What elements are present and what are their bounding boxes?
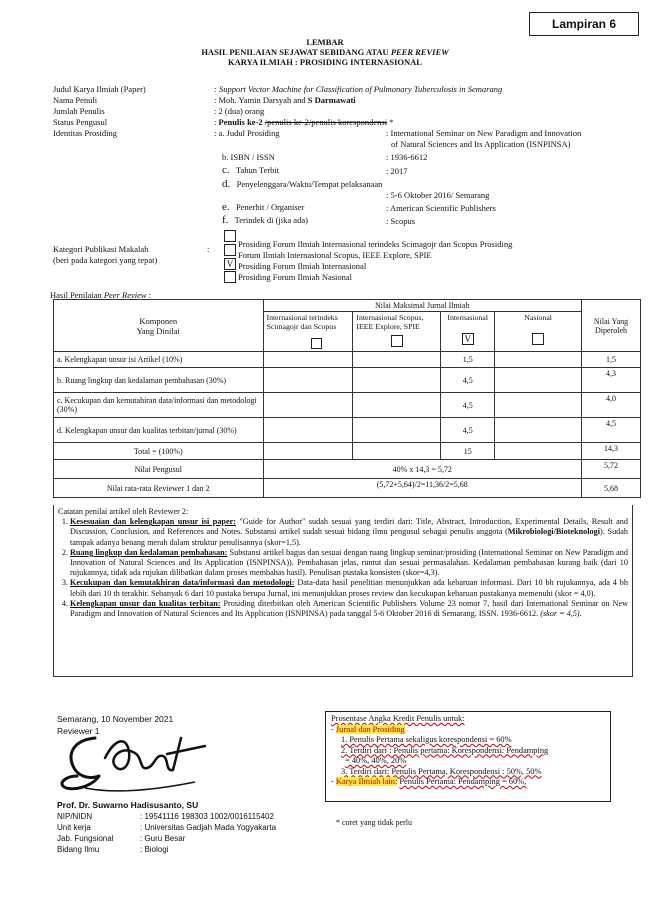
- reviewer-name: Prof. Dr. Suwarno Hadisusanto, SU: [57, 800, 199, 810]
- terindek-label: f. Terindek di (jika ada): [222, 214, 308, 226]
- pengusul-row: [54, 460, 641, 479]
- col-scimagojr: Internasional terindeks Scimagojr dan Scopus: [263, 312, 353, 352]
- nip-value: : 19541116 198303 1002/0016115402: [140, 812, 274, 821]
- hasil-label: Hasil Penilaian Peer Review :: [50, 290, 152, 300]
- isbn-value: : 1936-6612: [386, 152, 428, 162]
- col-scopus-checkbox[interactable]: [391, 335, 403, 347]
- row-got: 4,3: [582, 368, 641, 393]
- nilai-diperoleh-header: Nilai Yang Diperoleh: [582, 300, 641, 352]
- kategori-checkbox-2[interactable]: [224, 244, 236, 256]
- row-label: d. Kelengkapan unsur dan kualitas terbitan/jurnal (30%): [54, 418, 264, 443]
- penerbit-value: : American Scientific Publishers: [386, 203, 496, 213]
- total-row: [54, 443, 641, 460]
- sign-role: Reviewer 1: [57, 726, 100, 736]
- nama-label: Nama Penuli: [53, 95, 98, 105]
- judul-prosiding-value1: : International Seminar on New Paradigm and Innovation: [386, 128, 582, 138]
- credit-item1: - Jurnal dan Prosiding: [331, 724, 405, 734]
- kategori-checkbox-1[interactable]: [224, 230, 236, 242]
- penyelenggara-label: d. Penyelenggara/Waktu/Tempat pelaksanaan: [222, 178, 383, 190]
- isbn-label: b. ISBN / ISSN: [222, 152, 275, 162]
- judul-value: : Support Vector Machine for Classification of Pulmonary Tuberculosis in Semarang: [214, 84, 503, 94]
- rata-row: [54, 479, 641, 498]
- status-value: : Penulis ke-2 /penulis ke-2/penulis korespondensi *: [214, 117, 394, 127]
- kategori-label: Kategori Publikasi Makalah: [53, 244, 149, 254]
- judul-prosiding-label: : a. Judul Prosiding: [214, 128, 280, 138]
- identitas-label: Identitas Prosiding: [53, 128, 117, 138]
- row-got: 1,5: [582, 352, 641, 368]
- col-nasional: Nasional: [495, 312, 582, 352]
- col-scimagojr-checkbox[interactable]: [311, 338, 322, 349]
- rata-formula: (5,72+5,64)/2=11,36/2=5,68: [263, 479, 582, 498]
- rata-label: Nilai rata-rata Reviewer 1 dan 2: [54, 479, 264, 498]
- sign-place-date: Semarang, 10 November 2021: [57, 714, 174, 724]
- total-label: Total = (100%): [54, 443, 264, 460]
- bidang-label: Bidang Ilmu: [57, 845, 100, 854]
- row-label: c. Kecukupan dan kemutahiran data/informasi dan metodologi (30%): [54, 393, 264, 418]
- nama-value: : Moh. Yamin Darsyah and S Darmawati: [214, 95, 356, 105]
- row-got: 4,5: [582, 418, 641, 443]
- doc-title-line2: HASIL PENILAIAN SEJAWAT SEBIDANG ATAU PEER REVIEW: [201, 47, 449, 57]
- notes-intro: Catatan penilai artikel oleh Reviewer 2:: [58, 507, 189, 516]
- judul-label: Judul Karya Ilmiah (Paper): [53, 84, 146, 94]
- doc-title-line1: LEMBAR: [306, 37, 344, 47]
- note-1: 1. Kesesuaian dan kelengkapan unsur isi paper: "Guide for Author" sudah sesuai yang terdiri dari: Title, Abstract, Introduction, Experimental Details, Result and Discussion, Conclusion, and References and Notes. Substansi artikel sudah sesuai bidang ilmu pengusul sebagai penulis anggota (Mikrobiologi/Bioteknologi). Sudah tampak adanya benang merah dalam struktur penulisannya (skor=1,5).: [70, 517, 628, 548]
- judul-prosiding-value2: of Natural Sciences and Its Application (ISNPINSA): [391, 139, 571, 149]
- row-label: a. Kelengkapan unsur isi Artikel (10%): [54, 352, 264, 368]
- komponen-header: Komponen Yang Dinilai: [54, 300, 264, 352]
- jumlah-label: Jumlah Penulis: [53, 106, 105, 116]
- terindek-value: : Scopus: [386, 216, 416, 226]
- jumlah-value: : 2 (dua) orang: [214, 106, 265, 116]
- rata-got: 5,68: [582, 479, 641, 498]
- credit-line3: 3. Terdiri dari: Penulis Pertama, Korespondensi : 50%, 50%: [341, 766, 542, 776]
- kategori-opt2: Prosiding Forum Ilmiah Internasional: [238, 261, 367, 271]
- row-max: 4,5: [441, 393, 495, 418]
- tahun-label: c. Tahun Terbit: [222, 164, 280, 176]
- credit-line1: 1. Penulis Pertama sekaligus korespondensi = 60%: [341, 735, 512, 744]
- table-row: [54, 393, 641, 418]
- unit-label: Unit kerja: [57, 823, 91, 832]
- row-max: 4,5: [441, 418, 495, 443]
- kategori-colon: :: [207, 244, 210, 254]
- row-max: 4,5: [441, 368, 495, 393]
- bidang-value: : Biologi: [140, 845, 169, 854]
- jab-value: : Guru Besar: [140, 834, 186, 843]
- col-scopus: Internasional Scopus, IEEE Explore, SPIE: [353, 312, 441, 352]
- footnote: * coret yang tidak perlu: [336, 818, 412, 827]
- total-max: 15: [441, 443, 495, 460]
- unit-value: : Universitas Gadjah Mada Yogyakarta: [140, 823, 277, 832]
- table-row: [54, 352, 641, 368]
- row-max: 1,5: [441, 352, 495, 368]
- credit-title: Prosentase Angka Kredit Penulis untuk:: [331, 714, 465, 723]
- kategori-opt3: Prosiding Forum Ilmiah Nasional: [238, 272, 353, 282]
- note-3: 3. Kecukupan dan kemutakhiran data/informasi dan metodologi: Data-data hasil penelitian menunjukkan ada kebaruan informasi. Dari 10 bh rujukannya, ada 4 bh lebih dari 10 th terakhir. Sebanyak 6 dari 10 pustaka berupa Jurnal, ini menunjukkan proses review dan kecukupan kebaruan pustakanya memenuhi (skor = 4,0).: [70, 578, 628, 598]
- kategori-opt1b: Forum Ilmiah Internasional Scopus, IEEE Explore, SPIE: [238, 250, 432, 260]
- total-got: 14,3: [582, 443, 641, 460]
- kategori-checkbox-4[interactable]: [224, 271, 236, 283]
- col-internasional-checkbox[interactable]: V: [462, 333, 474, 345]
- nip-label: NIP/NIDN: [57, 812, 93, 821]
- nilai-maks-header: Nilai Maksimal Jurnal Ilmiah: [263, 300, 582, 312]
- score-table: [53, 299, 641, 498]
- status-label: Status Pengusul: [53, 117, 108, 127]
- tahun-value: : 2017: [386, 166, 408, 176]
- pengusul-label: Nilai Pengusul: [54, 460, 264, 479]
- credit-line4: - Karya Ilmiah lain: Penulis Pertama: Pendamping = 60%,: [331, 777, 527, 786]
- col-nasional-checkbox[interactable]: [532, 333, 544, 345]
- lampiran-label: Lampiran 6: [529, 12, 639, 36]
- credit-line2b: = 40%, 40%, 20%: [345, 756, 407, 765]
- kategori-opt1a: Prosiding Forum Ilmiah Internasional terindeks Scimagojr dan Scopus Prosiding: [238, 239, 513, 249]
- row-got: 4,0: [582, 393, 641, 418]
- handwritten-signature: [55, 718, 215, 798]
- pengusul-got: 5,72: [582, 460, 641, 479]
- note-4: 4. Kelengkapan unsur dan kualitas terbitan: Prosiding diterbitkan oleh American Scientific Publishers Volume 23 nomor 7, hasil dari International Seminar on New Paradigm and Innovation of Natural Sciences and Its Application (ISNPINSA) pada tanggal 5-6 Oktober 2016 di Semarang. ISSN. 1936-6612. (skor = 4,5).: [70, 599, 628, 619]
- penyelenggara-value: : 5-6 Oktober 2016/ Semarang: [386, 190, 490, 200]
- note-2: 2. Ruang lingkup dan kedalaman pembahasan: Substansi artikel bagus dan sesuai dengan ruang lingkup seminar/prosiding (International Seminar on New Paradigm and Innovation of Natural Sciences and Its Application (ISNPINSA)). Pembahasan jelas, runtut dan sesuai permasalahan. Kedalaman pembahasan kurang baik (dari 10 rujukannya, tidak ada rujukan dilibatkan dalam proses membahas hasil). Penulisan pustaka konsisten (skor=4,3).: [70, 548, 628, 579]
- col-internasional: Internasional V: [441, 312, 495, 352]
- table-row: [54, 418, 641, 443]
- reviewer-notes: [53, 505, 633, 677]
- kategori-checkbox-3[interactable]: V: [224, 258, 236, 270]
- penerbit-label: e. Penerbit / Organiser: [222, 201, 305, 213]
- jab-label: Jab. Fungsional: [57, 834, 114, 843]
- doc-title-line3: KARYA ILMIAH : PROSIDING INTERNASIONAL: [228, 57, 422, 67]
- row-label: b. Ruang lingkup dan kedalaman pembahasan (30%): [54, 368, 264, 393]
- table-row: [54, 368, 641, 393]
- credit-percentage-box: [325, 711, 611, 802]
- kategori-hint: (beri pada kategori yang tepat): [53, 255, 158, 265]
- credit-line2: 2. Terdiri dari : Penulis pertama: Korespondensi: Pendamping: [341, 745, 549, 755]
- pengusul-formula: 40% x 14,3 = 5,72: [263, 460, 582, 479]
